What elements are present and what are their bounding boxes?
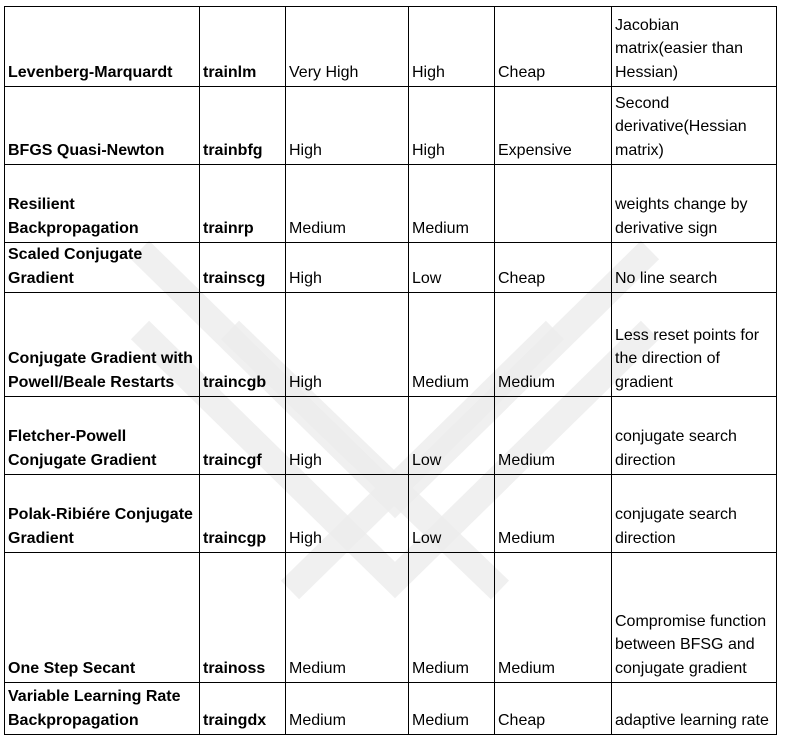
table-cell: High <box>286 243 409 293</box>
note-cell: Less reset points for the direction of gradient <box>612 293 777 397</box>
table-cell: Medium <box>286 553 409 683</box>
table-row <box>5 397 777 475</box>
table-cell: Very High <box>286 7 409 87</box>
training-methods-table <box>4 6 777 735</box>
table-cell: Cheap <box>495 683 612 735</box>
table-cell: High <box>286 87 409 165</box>
algorithm-name-cell: Variable Learning Rate Backpropagation <box>5 683 200 735</box>
table-cell: High <box>286 397 409 475</box>
table-cell: Medium <box>495 475 612 553</box>
function-name-cell: traincgb <box>200 293 286 397</box>
function-name-cell: trainlm <box>200 7 286 87</box>
table-cell: Medium <box>495 553 612 683</box>
algorithm-name-cell: Resilient Backpropagation <box>5 165 200 243</box>
table-row <box>5 683 777 735</box>
table-cell: Low <box>409 397 495 475</box>
table-cell: Cheap <box>495 243 612 293</box>
algorithm-name-cell: Fletcher-Powell Conjugate Gradient <box>5 397 200 475</box>
table-cell: Medium <box>409 293 495 397</box>
note-cell: Second derivative(Hessian matrix) <box>612 87 777 165</box>
algorithm-name-cell: Scaled Conjugate Gradient <box>5 243 200 293</box>
table-cell: High <box>286 475 409 553</box>
function-name-cell: traingdx <box>200 683 286 735</box>
function-name-cell: trainoss <box>200 553 286 683</box>
note-cell: conjugate search direction <box>612 475 777 553</box>
function-name-cell: trainscg <box>200 243 286 293</box>
note-cell: Jacobian matrix(easier than Hessian) <box>612 7 777 87</box>
table-cell: Medium <box>409 553 495 683</box>
table-row <box>5 87 777 165</box>
table-cell: Medium <box>409 165 495 243</box>
table-cell: Low <box>409 475 495 553</box>
table-cell: High <box>409 7 495 87</box>
function-name-cell: traincgf <box>200 397 286 475</box>
algorithm-name-cell: One Step Secant <box>5 553 200 683</box>
table-row <box>5 475 777 553</box>
algorithm-name-cell: Levenberg-Marquardt <box>5 7 200 87</box>
algorithm-name-cell: Polak-Ribiére Conjugate Gradient <box>5 475 200 553</box>
note-cell: Compromise function between BFSG and conjugate gradient <box>612 553 777 683</box>
table-row <box>5 7 777 87</box>
table-cell: High <box>286 293 409 397</box>
table-cell <box>495 165 612 243</box>
table-cell: Medium <box>495 397 612 475</box>
table-cell: Low <box>409 243 495 293</box>
table-row <box>5 293 777 397</box>
note-cell: weights change by derivative sign <box>612 165 777 243</box>
table-cell: Medium <box>495 293 612 397</box>
function-name-cell: trainrp <box>200 165 286 243</box>
note-cell: conjugate search direction <box>612 397 777 475</box>
table-cell: Medium <box>409 683 495 735</box>
algorithm-name-cell: BFGS Quasi-Newton <box>5 87 200 165</box>
table-cell: Expensive <box>495 87 612 165</box>
note-cell: adaptive learning rate <box>612 683 777 735</box>
table-cell: Medium <box>286 683 409 735</box>
algorithm-name-cell: Conjugate Gradient with Powell/Beale Restarts <box>5 293 200 397</box>
table-row <box>5 243 777 293</box>
table-cell: Medium <box>286 165 409 243</box>
function-name-cell: trainbfg <box>200 87 286 165</box>
note-cell: No line search <box>612 243 777 293</box>
table-row <box>5 553 777 683</box>
function-name-cell: traincgp <box>200 475 286 553</box>
table-cell: Cheap <box>495 7 612 87</box>
table-cell: High <box>409 87 495 165</box>
table-row <box>5 165 777 243</box>
